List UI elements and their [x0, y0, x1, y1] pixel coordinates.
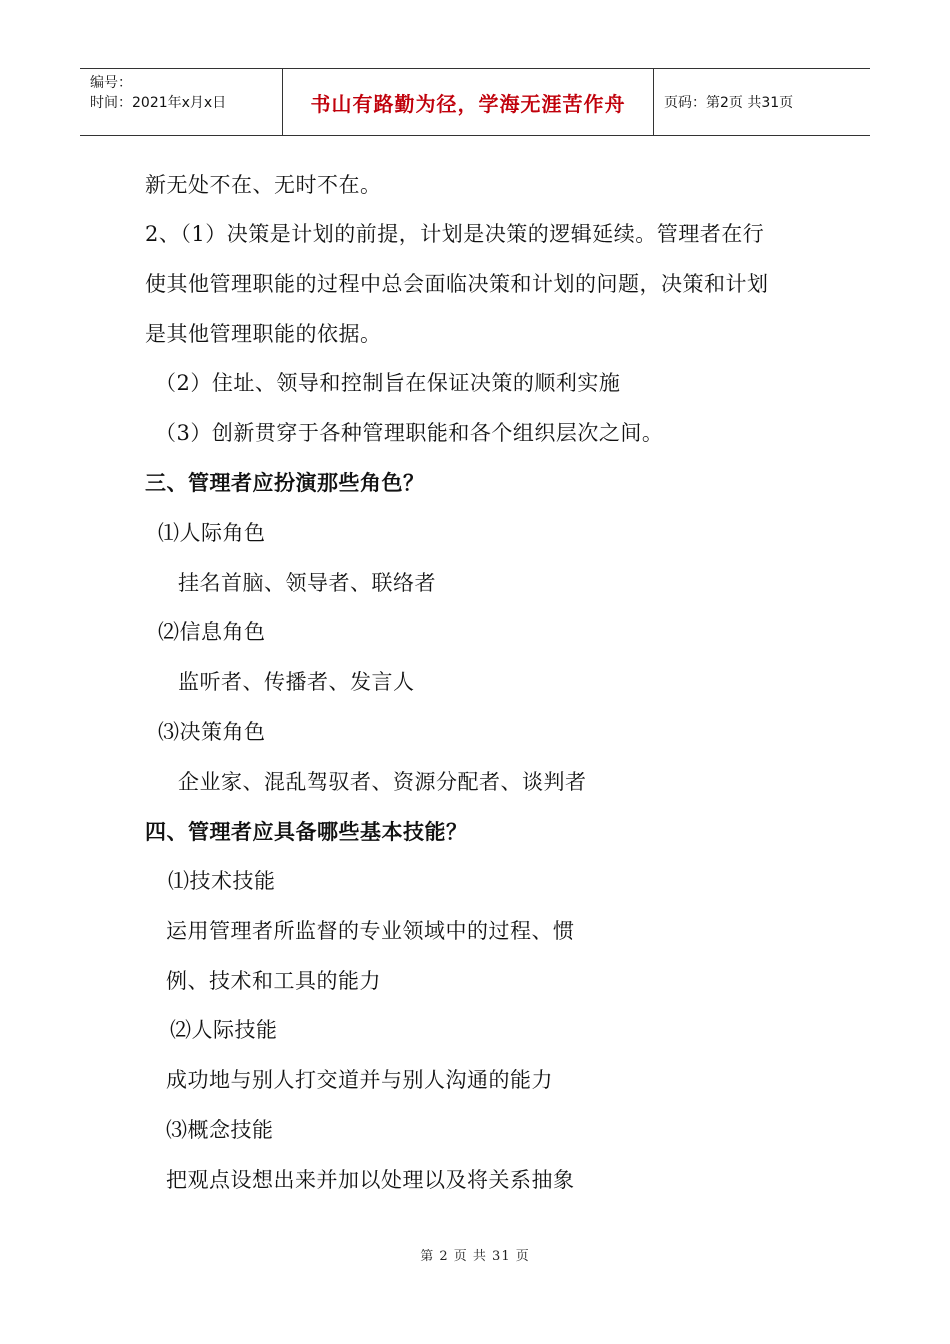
list-item-heading: ⑶决策角色: [158, 720, 266, 744]
list-item-heading: ⑴技术技能: [168, 869, 276, 893]
header-motto: 书山有路勤为径，学海无涯苦作舟: [282, 69, 654, 135]
list-item-content: 把观点设想出来并加以处理以及将关系抽象: [166, 1168, 575, 1192]
list-item-content: 成功地与别人打交道并与别人沟通的能力: [166, 1068, 553, 1092]
list-item-heading: ⑴人际角色: [158, 521, 266, 545]
section-heading: 四、管理者应具备哪些基本技能？: [145, 819, 468, 844]
list-item-content: 企业家、混乱驾驭者、资源分配者、谈判者: [178, 770, 587, 794]
paragraph-line: 是其他管理职能的依据。: [145, 322, 382, 346]
list-item-content: 监听者、传播者、发言人: [178, 670, 415, 694]
list-item-heading: ⑵人际技能: [170, 1018, 278, 1042]
header-page-info: 页码：第2页 共31页: [664, 95, 794, 111]
paragraph-line: （3）创新贯穿于各种管理职能和各个组织层次之间。: [155, 421, 664, 445]
list-item-heading: ⑶概念技能: [166, 1118, 274, 1142]
paragraph-line: （2）住址、领导和控制旨在保证决策的顺利实施: [155, 371, 621, 395]
paragraph-line: 2、（1）决策是计划的前提，计划是决策的逻辑延续。管理者在行: [145, 222, 765, 246]
list-item-content: 挂名首脑、领导者、联络者: [178, 571, 436, 595]
list-item-heading: ⑵信息角色: [158, 620, 266, 644]
document-date: 时间：2021年x月x日: [90, 95, 227, 111]
list-item-content: 例、技术和工具的能力: [166, 969, 381, 993]
paragraph-line: 新无处不在、无时不在。: [145, 173, 382, 197]
paragraph-line: 使其他管理职能的过程中总会面临决策和计划的问题，决策和计划: [145, 272, 769, 296]
page-header: [80, 68, 870, 136]
header-left-cell: [80, 69, 282, 135]
list-item-content: 运用管理者所监督的专业领域中的过程、惯: [166, 919, 575, 943]
section-heading: 三、管理者应扮演那些角色？: [145, 470, 425, 495]
document-number-label: 编号：: [90, 75, 132, 91]
page-footer: 第 2 页 共 31 页: [420, 1249, 530, 1264]
